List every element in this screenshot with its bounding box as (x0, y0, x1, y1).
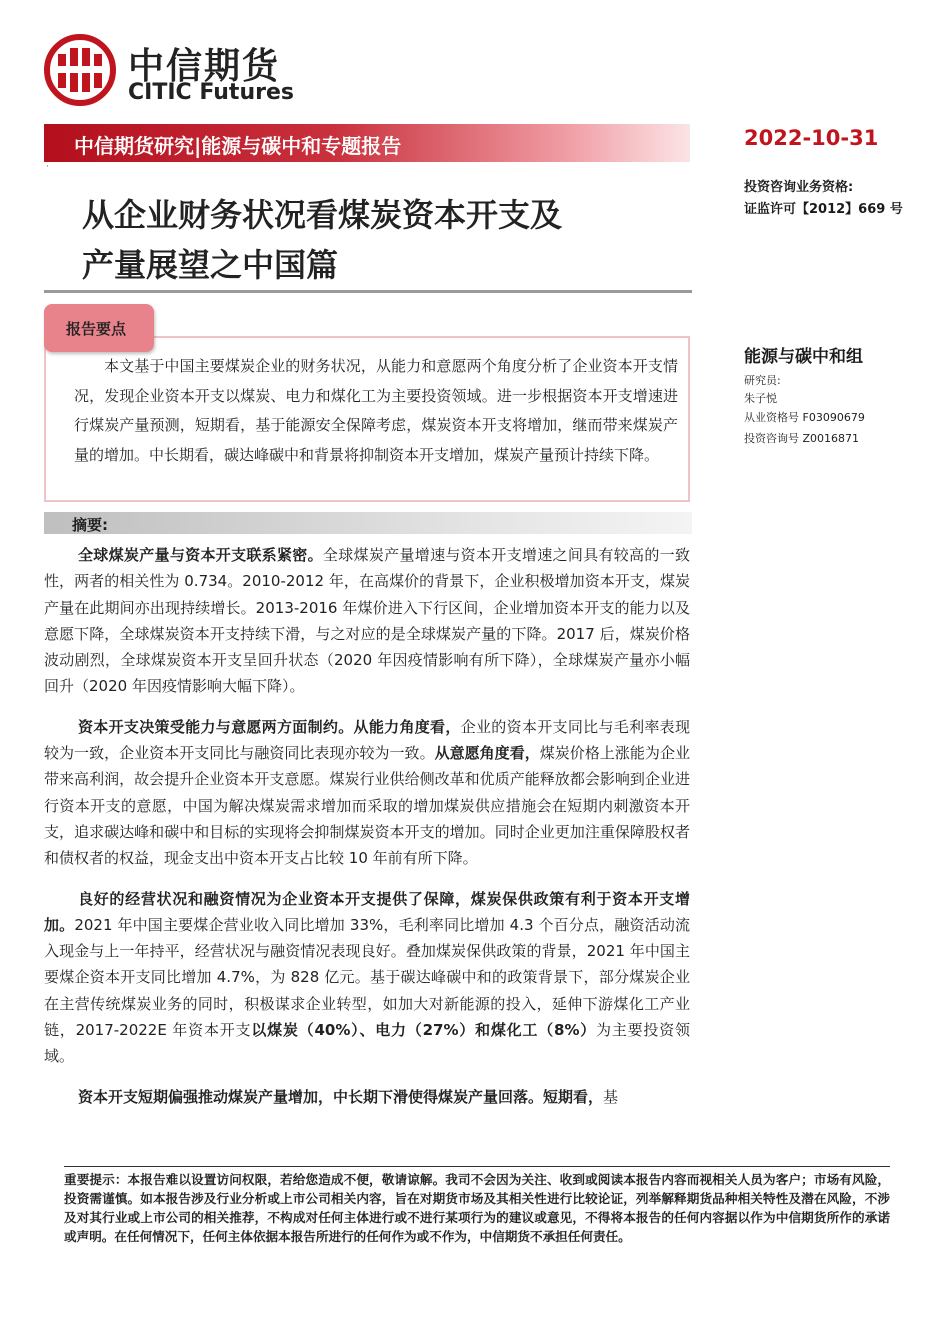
disclaimer-text: 重要提示：本报告难以设置访问权限，若给您造成不便，敬请谅解。我司不会因为关注、收到或阅读本报告内容而视相关人员为客户；市场有风险，投资需谨慎。如本报告涉及行业分析或上市公司相关内容，旨在对期货市场及其相关性进行比较论证，列举解释期货品种相关特性及潜在风险，不涉及对其行业或上市公司的相关推荐，不构成对任何主体进行或不进行某项行为的建议或意见，不得将本报告的任何内容据以作为中信期货所作的承诺或声明。在任何情况下，任何主体依据本报告所进行的任何作为或不作为，中信期货不承担任何责任。 (64, 1172, 890, 1244)
summary-paragraph-1 (44, 542, 690, 700)
summary-heading: 摘要: (72, 516, 108, 534)
citic-logo (44, 34, 294, 110)
report-series-band (44, 124, 690, 162)
p1-text: 全球煤炭产量增速与资本开支增速之间具有较高的一致性，两者的相关性为 0.734。2010-2012 年，在高煤价的背景下，企业积极增加资本开支，煤炭产量在此期间亦出现持续增长。2013-2016 年煤价进入下行区间，企业增加资本开支的能力以及意愿下降，全球煤炭资本开支持续下滑，与之对应的是全球煤炭产量的下降。2017 后，煤炭价格波动剧烈，全球煤炭资本开支呈回升状态（2020 年因疫情影响有所下降），全球煤炭产量亦小幅回升（2020 年因疫情影响大幅下降）。 (44, 546, 690, 696)
p3-text-1: 2021 年中国主要煤企营业收入同比增加 33%，毛利率同比增加 4.3 个百分点，融资活动流入现金与上一年持平，经营状况与融资情况表现良好。叠加煤炭保供政策的背景，2021 年中国主要煤企资本开支同比增加 4.7%，为 828 亿元。基于碳达峰碳中和的政策背景下，部分煤炭企业在主营传统煤炭业务的同时，积极谋求企业转型，如加大对新能源的投入，延伸下游煤化工产业链，2017-2022E 年资本开支 (44, 915, 690, 1040)
logo-cn-text: 中信期货 (128, 46, 281, 87)
report-series-text: 中信期货研究|能源与碳中和专题报告 (74, 134, 402, 158)
p3-lead: 良好的经营状况和融资情况为企业资本开支提供了保障，煤炭保供政策有利于资本开支增加。 (44, 889, 690, 934)
research-team: 能源与碳中和组 (744, 347, 863, 367)
report-title-line-2: 产量展望之中国篇 (82, 246, 339, 284)
summary-paragraph-3 (44, 886, 690, 1070)
researcher-label: 研究员: (744, 374, 781, 387)
key-points-tag-label: 报告要点 (66, 320, 127, 338)
summary-paragraph-2 (44, 714, 690, 872)
citic-seal-icon (44, 34, 116, 106)
p1-lead: 全球煤炭产量与资本开支联系紧密。 (78, 546, 323, 564)
practice-license: 从业资格号 F03090679 (744, 411, 865, 424)
qualification-line-2: 证监许可【2012】669 号 (744, 202, 903, 217)
logo-en-text: CITIC Futures (128, 80, 294, 105)
researcher-name: 朱子悦 (744, 392, 777, 405)
key-points-tag (44, 304, 154, 352)
key-points-text (74, 352, 678, 470)
summary-body (44, 542, 690, 1124)
qualification-line-1: 投资咨询业务资格: (744, 180, 854, 195)
summary-heading-band (44, 512, 692, 534)
key-points-paragraph: 本文基于中国主要煤炭企业的财务状况，从能力和意愿两个角度分析了企业资本开支情况，发现企业资本开支以煤炭、电力和煤化工为主要投资领域。进一步根据资本开支增速进行煤炭产量预测，短期看，基于能源安全保障考虑，煤炭资本开支将增加，继而带来煤炭产量的增加。中长期看，碳达峰碳中和背景将抑制资本开支增加，煤炭产量预计持续下降。 (74, 357, 678, 464)
p3-emphasis: 以煤炭（40%）、电力（27%）和煤化工（8%） (251, 1021, 597, 1040)
p2-lead-2: 从意愿角度看， (434, 744, 540, 763)
p2-text-1: 企业的资本开支同比与毛利率表现较为一致，企业资本开支同比与融资同比表现亦较为一致。 (44, 717, 690, 763)
footer-divider (64, 1166, 890, 1167)
advisory-license: 投资咨询号 Z0016871 (744, 432, 860, 445)
summary-paragraph-4 (44, 1084, 690, 1110)
p2-text-2: 煤炭价格上涨能为企业带来高利润，故会提升企业资本开支意愿。煤炭行业供给侧改革和优质产能释放都会影响到企业进行资本开支的意愿，中国为解决煤炭需求增加而采取的增加煤炭供应措施会在短期内刺激资本开支，追求碳达峰和碳中和目标的实现将会抑制煤炭资本开支的增加。同时企业更加注重保障股权者和债权者的权益，现金支出中资本开支占比较 10 年前有所下降。 (44, 744, 690, 868)
report-date: 2022-10-31 (744, 126, 879, 150)
p4-lead: 资本开支短期偏强推动煤炭产量增加，中长期下滑使得煤炭产量回落。短期看， (78, 1087, 604, 1106)
p3-text-2: 为主要投资领域。 (44, 1021, 690, 1066)
title-divider (44, 290, 692, 293)
p4-text: 基 (603, 1087, 619, 1106)
p2-lead: 资本开支决策受能力与意愿两方面制约。从能力角度看， (78, 717, 461, 736)
divider-dot: · (46, 162, 49, 172)
report-title-line-1: 从企业财务状况看煤炭资本开支及 (82, 196, 563, 234)
